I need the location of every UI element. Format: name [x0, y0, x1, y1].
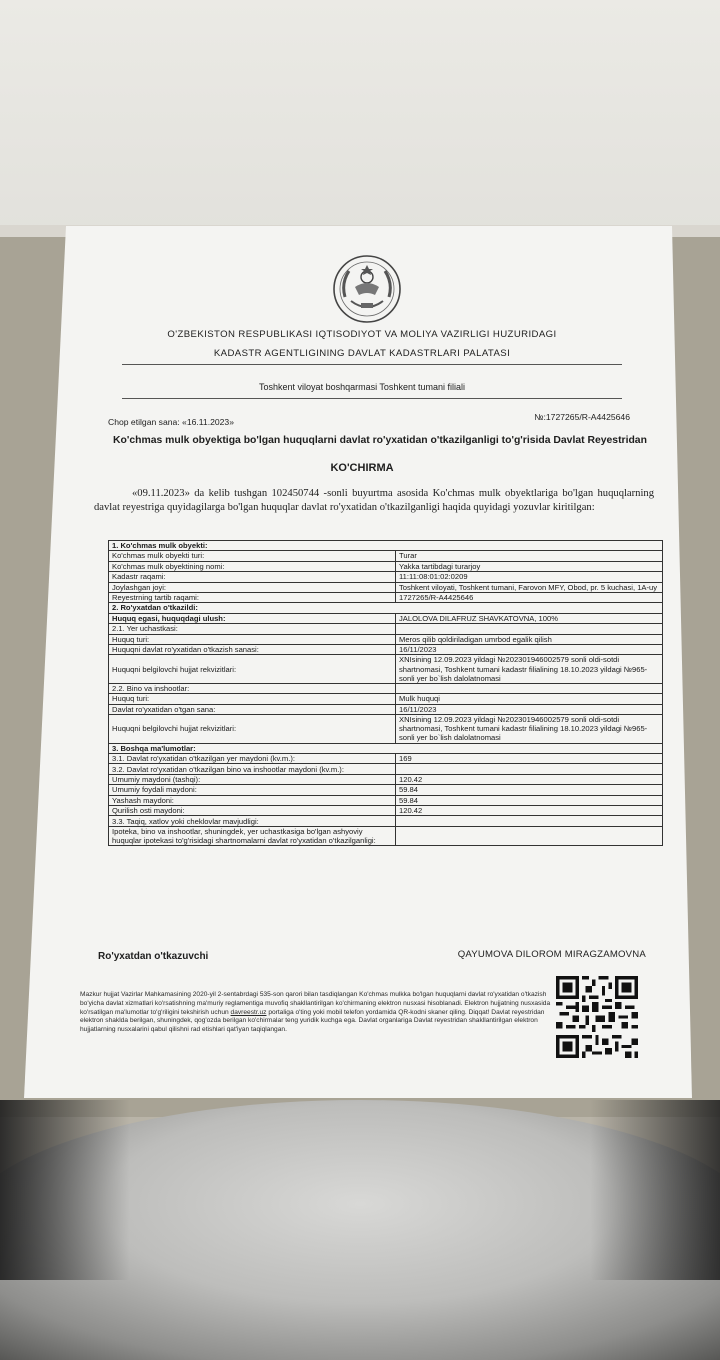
table-row: Ipoteka, bino va inshootlar, shuningdek, yer uchastkasiga bo'lgan ashyoviy huquqlar ipotekasi to'g'risidagi shartnomalarni davlat ro'yxatidan o'tkazilganligi:: [109, 826, 663, 845]
table-subsection-land: 2.1. Yer uchastkasi:: [109, 624, 663, 634]
table-section-2: 2. Ro'yxatdan o'tkazildi:: [109, 603, 663, 613]
lap-shadow: [0, 1100, 720, 1280]
qr-code-icon[interactable]: [556, 976, 638, 1058]
organization-line-1: O'ZBEKISTON RESPUBLIKASI IQTISODIYOT VA MOLIYA VAZIRLIGI HUZURIDAGI: [167, 329, 557, 340]
document-subtitle: KO'CHIRMA: [330, 462, 394, 474]
registrar-name: QAYUMOVA DILOROM MIRAGZAMOVNA: [457, 949, 646, 960]
table-row: Joylashgan joyi: Toshkent viloyati, Toshkent tumani, Farovon MFY, Obod, pr. 5 kuchasi, 1A-uy: [109, 582, 663, 592]
table-row: 3.1. Davlat ro'yxatidan o'tkazilgan yer maydoni (kv.m.): 169: [109, 754, 663, 764]
registrar-label: Ro'yxatdan o'tkazuvchi: [98, 951, 209, 962]
table-row: Ko'chmas mulk obyekti turi: Turar: [109, 551, 663, 561]
table-section-3: 3. Boshqa ma'lumotlar:: [109, 743, 663, 753]
table-row: Davlat ro'yxatidan o'tgan sana: 16/11/2023: [109, 704, 663, 714]
table-row: Yashash maydoni: 59.84: [109, 795, 663, 805]
table-row: Huquqni belgilovchi hujjat rekvizitlari: XNIsining 12.09.2023 yildagi №202301946002579 sonli oldi-sotdi shartnomasi, Toshkent tumani kadastr filialining 18.10.2023 yildagi №965-sonli yer bo`lish dalolatnomasi: [109, 715, 663, 744]
table-row-holder: Huquq egasi, huquqdagi ulush: JALOLOVA DILAFRUZ SHAVKATOVNA, 100%: [109, 613, 663, 623]
intro-paragraph: «09.11.2023» da kelib tushgan 102450744 -sonli buyurtma asosida Ko'chmas mulk obyektlariga bo'lgan huquqlarning davlat reyestriga quyidagilarga bo'lgan huquqlar davlat ro'yxatidan o'tkazilganligi haqida quyidagi yozuvlar kiritilgan:: [94, 488, 654, 513]
table-row: Huquqni belgilovchi hujjat rekvizitlari: XNIsining 12.09.2023 yildagi №202301946002579 sonli oldi-sotdi shartnomasi, Toshkent tumani kadastr filialining 18.10.2023 yildagi №965-sonli yer bo`lish dalolatnomasi: [109, 655, 663, 684]
table-row: 3.2. Davlat ro'yxatidan o'tkazilgan bino va inshootlar maydoni (kv.m.):: [109, 764, 663, 774]
table-row: Huquq turi: Mulk huquqi: [109, 694, 663, 704]
document-title: Ko'chmas mulk obyektiga bo'lgan huquqlarni davlat ro'yxatidan o'tkazilganligi to'g'risida Davlat Reyestridan: [113, 435, 647, 446]
table-row: Ko'chmas mulk obyektining nomi: Yakka tartibdagi turarjoy: [109, 561, 663, 571]
registry-table: [108, 540, 663, 846]
table-subsection-buildings: 2.2. Bino va inshootlar:: [109, 683, 663, 693]
state-emblem-icon: [331, 253, 403, 325]
header-divider-bottom: [122, 398, 622, 399]
table-row: Reyestrning tartib raqami: 1727265/R-A4425646: [109, 592, 663, 602]
table-row: Huquqni davlat ro'yxatidan o'tkazish sanasi: 16/11/2023: [109, 644, 663, 654]
table-row: Kadastr raqami: 11:11:08:01:02:0209: [109, 572, 663, 582]
desk-surface: [0, 0, 720, 235]
header-divider-top: [122, 364, 622, 365]
table-row: Umumiy maydoni (tashqi): 120.42: [109, 774, 663, 784]
table-row: Umumiy foydali maydoni: 59.84: [109, 785, 663, 795]
document-number: №:1727265/R-A4425646: [534, 412, 630, 422]
table-row: Qurilish osti maydoni: 120.42: [109, 806, 663, 816]
organization-line-2: KADASTR AGENTLIGINING DAVLAT KADASTRLARI PALATASI: [213, 348, 511, 359]
footnote-text-1: Mazkur hujjat Vazirlar Mahkamasining 2020-yil 2-sentabrdagi 535-son qarori bilan tasdiqlangan Ko'chmas mulkka bo'lgan huquqlarni davlat ro'yxatidan o'tkazish bo'yicha davlat xizmatlari ko'rsatishning ma'muriy reglamentiga muvofiq shakllantirilgan ko'chirmaning elektron nusxasi hisoblanadi. Elektron hujjatning nusxasida ko'rsatilgan ma'lumotlar to'g'riligini tekshirish uchun: [80, 991, 551, 1016]
table-row: Huquq turi: Meros qilib qoldiriladigan umrbod egalik qilish: [109, 634, 663, 644]
table-section-1: 1. Ko'chmas mulk obyekti:: [109, 541, 663, 551]
footnote-text-2: portaliga o'ting yoki mobil telefon yordamida QR-kodni skaner qiling. Diqqat! Davlat reyestridan elektron shaklda berilgan, shuningdek, qog'ozda berilgan ko'chirmalar teng yuridik kuchga ega. Davlat organlariga Davlat reyestridan shakllantirilgan elektron hujjatlarning nusxalarini qabul qilishni rad etishlari qat'iyan taqiqlangan.: [80, 1008, 545, 1034]
footnote: [80, 991, 560, 1035]
printed-date: Chop etilgan sana: «16.11.2023»: [108, 417, 234, 427]
verification-link[interactable]: davreestr.uz: [230, 1008, 267, 1016]
table-row: 3.3. Taqiq, xatlov yoki cheklovlar mavjudligi:: [109, 816, 663, 826]
branch-name: Toshkent viloyat boshqarmasi Toshkent tumani filiali: [259, 382, 465, 392]
